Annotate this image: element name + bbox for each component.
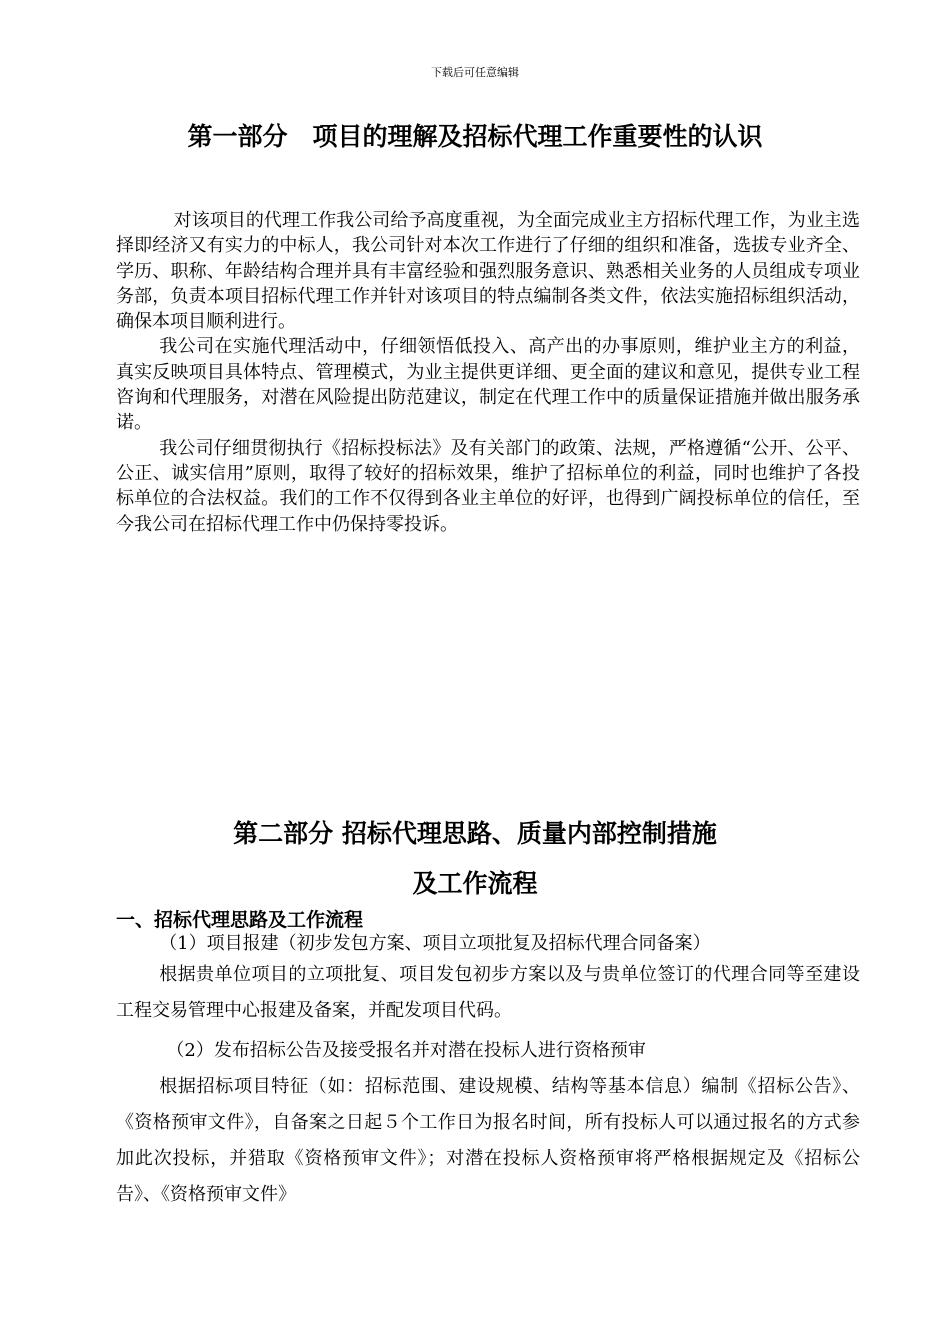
part2-title-line2: 及工作流程: [412, 869, 538, 898]
part1-paragraph: 我公司在实施代理活动中，仔细领悟低投入、高产出的办事原则，维护业主方的利益，真实反映项目具体特点、管理模式，为业主提供更详细、更全面的建议和意见，提供专业工程咨询和代理服务，对潜在风险提出防范建议，制定在代理工作中的质量保证措施并做出服务承诺。: [116, 336, 860, 434]
page-header: 下载后可任意编辑: [431, 66, 519, 79]
part2-body: [116, 931, 860, 1213]
part1-paragraph: 对该项目的代理工作我公司给予高度重视，为全面完成业主方招标代理工作，为业主选择即经济又有实力的中标人，我公司针对本次工作进行了仔细的组织和准备，选拔专业齐全、学历、职称、年龄结构合理并具有丰富经验和强烈服务意识、熟悉相关业务的人员组成专项业务部，负责本项目招标代理工作并针对该项目的特点编制各类文件，依法实施招标组织活动，确保本项目顺利进行。: [116, 210, 860, 333]
step2-heading: （2）发布招标公告及接受报名并对潜在投标人进行资格预审: [166, 1040, 646, 1061]
part1-paragraph: 我公司仔细贯彻执行《招标投标法》及有关部门的政策、法规，严格遵循“公开、公平、公正、诚实信用”原则，取得了较好的招标效果，维护了招标单位的利益，同时也维护了各投标单位的合法权益。我们的工作不仅得到各业主单位的好评，也得到广阔投标单位的信任，至今我公司在招标代理工作中仍保持零投诉。: [116, 437, 860, 535]
part2-title-line1: 第二部分 招标代理思路、质量内部控制措施: [233, 819, 717, 848]
step2-text: 根据招标项目特征（如：招标范围、建设规模、结构等基本信息）编制《招标公告》、《资格预审文件》，自备案之日起５个工作日为报名时间，所有投标人可以通过报名的方式参加此次投标，并猎取《资格预审文件》；对潜在投标人资格预审将严格根据规定及《招标公告》、《资格预审文件》: [116, 1076, 860, 1205]
section-heading: 一、招标代理思路及工作流程: [116, 909, 364, 931]
part1-title: 第一部分 项目的理解及招标代理工作重要性的认识: [187, 122, 763, 151]
step1-text: 根据贵单位项目的立项批复、项目发包初步方案以及与贵单位签订的代理合同等至建设工程交易管理中心报建及备案，并配发项目代码。: [116, 964, 860, 1021]
step1-heading: （1）项目报建（初步发包方案、项目立项批复及招标代理合同备案）: [159, 933, 711, 954]
part1-body: [116, 208, 860, 537]
